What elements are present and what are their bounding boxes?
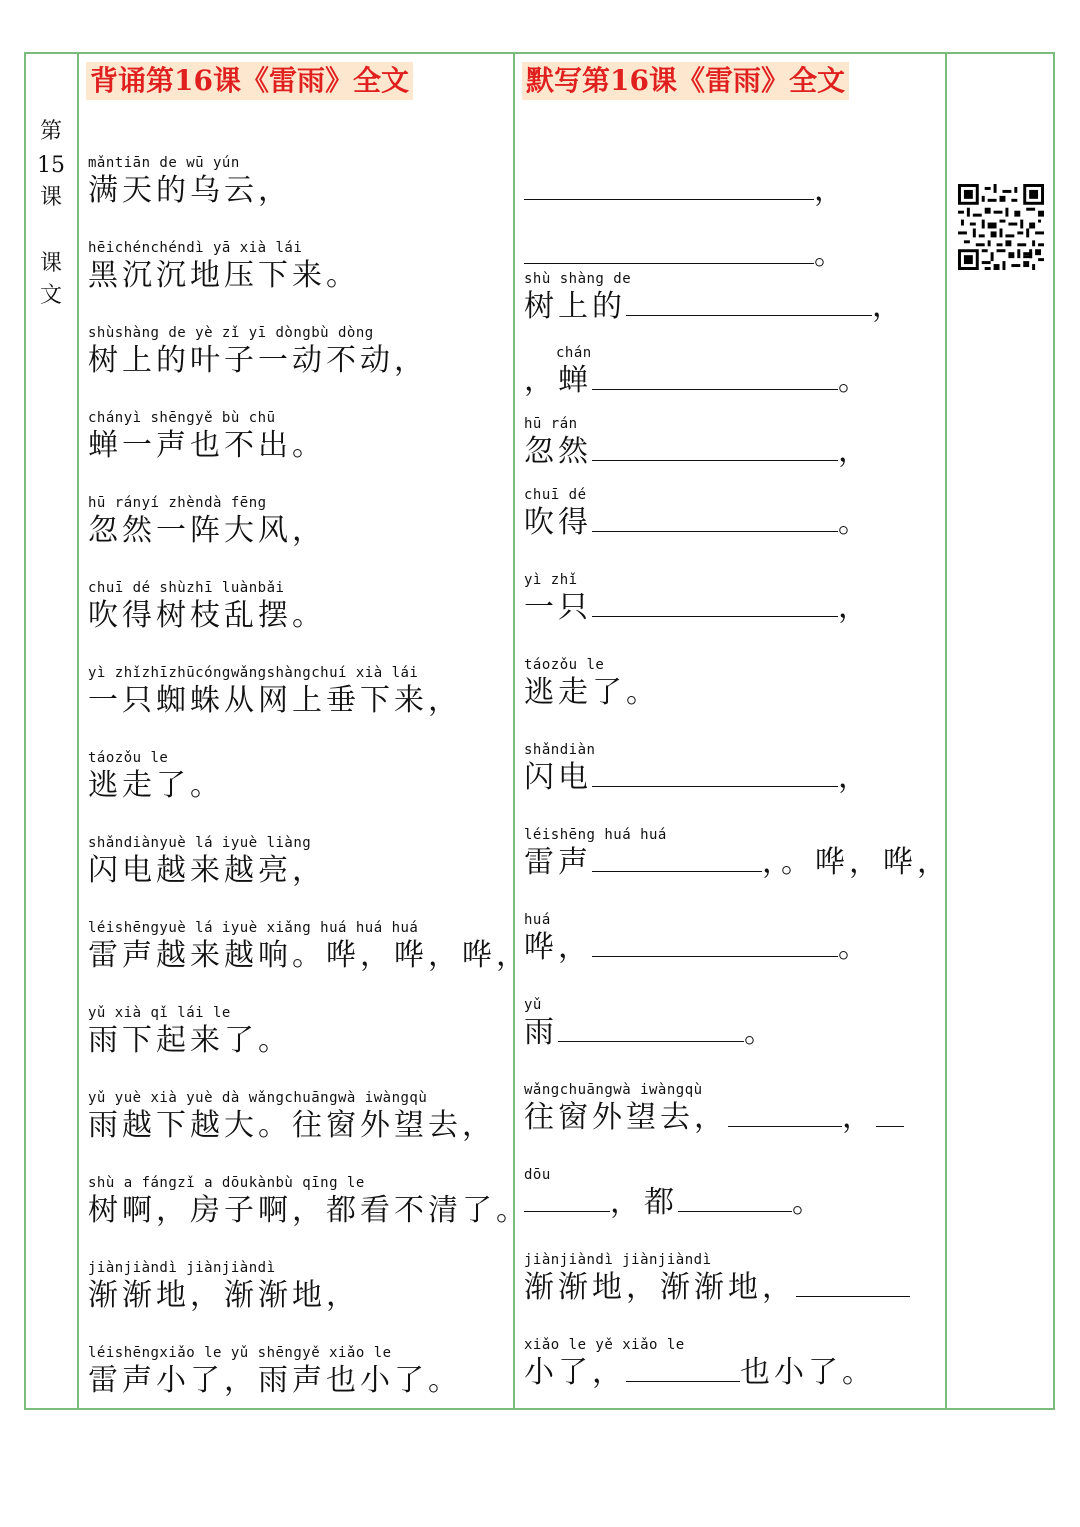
hanzi: 树啊，房子啊，都看不清了。 xyxy=(88,1193,530,1228)
prompt: 吹得 xyxy=(524,505,592,540)
dictation-title: 默写第16课《雷雨》全文 xyxy=(522,62,849,100)
pinyin: shùshàng de yè zǐ yī dòngbù dòng xyxy=(88,325,374,341)
blank-line[interactable] xyxy=(524,237,814,264)
punct: ， xyxy=(814,173,848,208)
prompt: ，蝉 xyxy=(524,363,592,398)
text-line xyxy=(88,239,360,295)
prompt: 也小了。 xyxy=(740,1355,876,1390)
text-line xyxy=(88,1089,496,1145)
pinyin: shù a fángzǐ a dōukànbù qīng le xyxy=(88,1175,365,1191)
pinyin: chán xyxy=(556,345,592,361)
pinyin: léishēng huá huá xyxy=(524,827,667,843)
pinyin: chuī dé shùzhī luànbǎi xyxy=(88,580,285,596)
blank-line[interactable] xyxy=(592,590,838,617)
pinyin: jiànjiàndì jiànjiàndì xyxy=(524,1252,712,1268)
lesson-number: 15 xyxy=(37,153,65,178)
pinyin: huá xyxy=(524,912,551,928)
dictation-line xyxy=(524,415,872,471)
dictation-line xyxy=(524,911,872,967)
punct: ， xyxy=(872,289,906,324)
dictation-line xyxy=(524,486,872,542)
punct: ， xyxy=(842,1100,876,1135)
text-line xyxy=(88,919,530,975)
pinyin: shǎndiànyuè lá iyuè liàng xyxy=(88,835,312,851)
prompt: 逃走了。 xyxy=(524,675,660,710)
pinyin: jiànjiàndì jiànjiàndì xyxy=(88,1260,276,1276)
prompt: 雷声 xyxy=(524,845,592,880)
hanzi: 雷声越来越响。哗，哗，哗， xyxy=(88,938,530,973)
pinyin: hū rán xyxy=(524,416,578,432)
pinyin xyxy=(524,154,848,172)
hanzi: 黑沉沉地压下来。 xyxy=(88,258,360,293)
text-line xyxy=(88,1344,462,1400)
prompt: 小了， xyxy=(524,1355,626,1390)
prompt: 往窗外望去， xyxy=(524,1100,728,1135)
hanzi: 渐渐地，渐渐地， xyxy=(88,1278,360,1313)
dictation-line xyxy=(524,1251,910,1307)
punct: 。 xyxy=(838,505,872,540)
dictation-line xyxy=(524,571,872,627)
dictation-line xyxy=(524,826,951,882)
blank-line[interactable] xyxy=(626,289,872,316)
blank-line[interactable] xyxy=(524,1185,610,1212)
hanzi: 树上的叶子一动不动， xyxy=(88,343,428,378)
dictation-line xyxy=(524,996,778,1052)
text-line xyxy=(88,409,326,465)
punct: 。 xyxy=(792,1185,826,1220)
dictation-line xyxy=(524,656,660,712)
pinyin: yì zhǐzhīzhūcóngwǎngshàngchuí xià lái xyxy=(88,665,419,681)
punct: ， xyxy=(838,434,872,469)
pinyin: hū rányí zhèndà fēng xyxy=(88,495,267,511)
blank-line[interactable] xyxy=(592,760,838,787)
prompt: 渐渐地，渐渐地， xyxy=(524,1270,796,1305)
hanzi: 雨下起来了。 xyxy=(88,1023,292,1058)
hanzi: 忽然一阵大风， xyxy=(88,513,326,548)
text-line xyxy=(88,579,326,635)
pinyin: yì zhǐ xyxy=(524,572,578,588)
blank-line[interactable] xyxy=(876,1100,904,1127)
pinyin: léishēngyuè lá iyuè xiǎng huá huá huá xyxy=(88,920,419,936)
blank-line[interactable] xyxy=(626,1355,740,1382)
prompt: 哗， xyxy=(524,930,592,965)
dictation-line xyxy=(524,218,848,274)
pinyin: hēichénchéndì yā xià lái xyxy=(88,240,303,256)
lesson-prefix: 第 xyxy=(39,119,62,144)
text-line xyxy=(88,1174,530,1230)
dictation-line xyxy=(524,270,906,326)
dictation-line xyxy=(524,1336,876,1392)
blank-line[interactable] xyxy=(796,1270,910,1297)
punct: ， xyxy=(838,590,872,625)
pinyin: mǎntiān de wū yún xyxy=(88,155,240,171)
punct: 。 xyxy=(814,237,848,272)
punct: 。 xyxy=(838,930,872,965)
dictation-line xyxy=(524,344,872,400)
text-line xyxy=(88,1004,292,1060)
text-line xyxy=(88,749,224,805)
pinyin: chányì shēngyě bù chū xyxy=(88,410,276,426)
hanzi: 逃走了。 xyxy=(88,768,224,803)
dictation-line xyxy=(524,1081,904,1137)
column-divider xyxy=(945,52,947,1410)
section-label-1: 课 xyxy=(39,251,62,276)
text-line xyxy=(88,494,326,550)
dictation-line xyxy=(524,154,848,210)
dictation-line xyxy=(524,741,872,797)
pinyin: yǔ xyxy=(524,997,542,1013)
hanzi: 雨越下越大。往窗外望去， xyxy=(88,1108,496,1143)
pinyin: dōu xyxy=(524,1167,551,1183)
pinyin: yǔ xià qǐ lái le xyxy=(88,1005,231,1021)
pinyin: yǔ yuè xià yuè dà wǎngchuāngwà iwàngqù xyxy=(88,1090,428,1106)
blank-line[interactable] xyxy=(728,1100,842,1127)
punct: 。 xyxy=(744,1015,778,1050)
blank-line[interactable] xyxy=(592,930,838,957)
punct: ，。哗，哗， xyxy=(762,845,951,880)
blank-line[interactable] xyxy=(592,434,838,461)
column-divider xyxy=(77,52,79,1410)
blank-line[interactable] xyxy=(558,1015,744,1042)
text-line xyxy=(88,834,326,890)
lesson-suffix: 课 xyxy=(39,185,62,210)
blank-line[interactable] xyxy=(678,1185,792,1212)
pinyin: táozǒu le xyxy=(88,750,169,766)
qr-code-icon[interactable] xyxy=(958,184,1044,270)
prompt: 闪电 xyxy=(524,760,592,795)
hanzi: 满天的乌云， xyxy=(88,173,292,208)
pinyin: shù shàng de xyxy=(524,271,632,287)
hanzi: 雷声小了，雨声也小了。 xyxy=(88,1363,462,1398)
text-line xyxy=(88,324,428,380)
blank-line[interactable] xyxy=(592,363,838,390)
blank-line[interactable] xyxy=(592,845,762,872)
pinyin: shǎndiàn xyxy=(524,742,596,758)
pinyin: xiǎo le yě xiǎo le xyxy=(524,1337,685,1353)
blank-line[interactable] xyxy=(592,505,838,532)
pinyin: wǎngchuāngwà iwàngqù xyxy=(524,1082,703,1098)
recite-title: 背诵第16课《雷雨》全文 xyxy=(86,62,413,100)
dictation-line xyxy=(524,1166,826,1222)
punct: 。 xyxy=(838,363,872,398)
prompt: 忽然 xyxy=(524,434,592,469)
hanzi: 一只蜘蛛从网上垂下来， xyxy=(88,683,462,718)
pinyin xyxy=(524,218,848,236)
pinyin: chuī dé xyxy=(524,487,587,503)
prompt: 一只 xyxy=(524,590,592,625)
punct: ， xyxy=(838,760,872,795)
blank-line[interactable] xyxy=(524,173,814,200)
prompt: 雨 xyxy=(524,1015,558,1050)
hanzi: 蝉一声也不出。 xyxy=(88,428,326,463)
prompt: 树上的 xyxy=(524,289,626,324)
pinyin: léishēngxiǎo le yǔ shēngyě xiǎo le xyxy=(88,1345,392,1361)
prompt: ，都 xyxy=(610,1185,678,1220)
section-label-2: 文 xyxy=(39,283,62,308)
pinyin: táozǒu le xyxy=(524,657,605,673)
text-line xyxy=(88,664,462,720)
hanzi: 吹得树枝乱摆。 xyxy=(88,598,326,633)
text-line xyxy=(88,154,292,210)
text-line xyxy=(88,1259,360,1315)
hanzi: 闪电越来越亮， xyxy=(88,853,326,888)
